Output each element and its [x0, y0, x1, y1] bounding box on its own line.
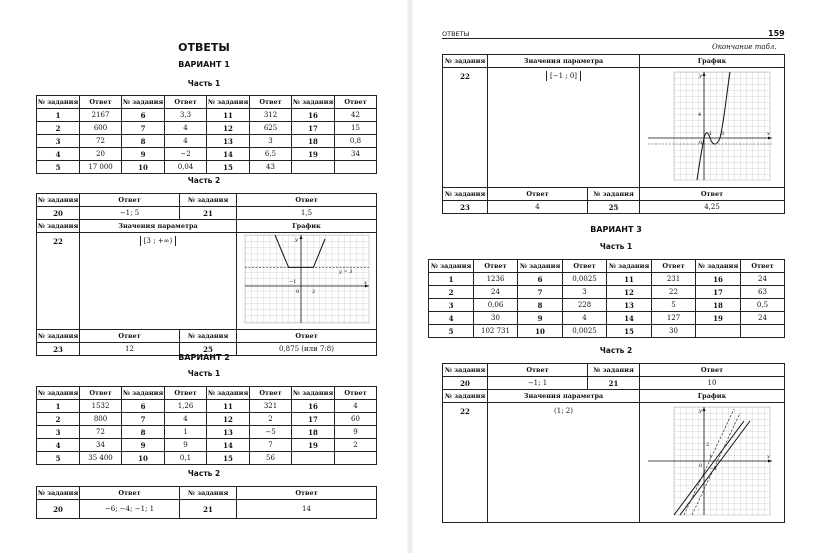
table-cell: 127 [652, 312, 696, 325]
table-cell: 3,3 [165, 109, 207, 122]
table-cell: 15 [335, 122, 377, 135]
table-row [429, 299, 785, 312]
origin-label: 0 [296, 289, 300, 295]
table-cell: 12 [207, 413, 250, 426]
table-cell: 0,5 [741, 299, 785, 312]
table-cell: № задания [607, 260, 652, 273]
table-cell: 22 [443, 68, 488, 188]
table-header-row [37, 194, 377, 207]
table-cell: 14 [237, 500, 377, 519]
v1-part2-table [36, 193, 377, 356]
table-cell: 17 [292, 413, 335, 426]
table-row [37, 400, 377, 413]
table-row [37, 500, 377, 519]
table-cell: 9 [165, 439, 207, 452]
table-cell: 4,25 [640, 201, 785, 214]
table-cell: 19 [292, 148, 335, 161]
table-cell: 17 [292, 122, 335, 135]
table-row [443, 68, 785, 188]
table-cell: −5 [250, 426, 292, 439]
table-cell [640, 403, 785, 523]
table-cell: 21 [180, 500, 237, 519]
tick-label: −1 [289, 279, 297, 285]
table-cell: 0,875 (или 7:8) [237, 343, 377, 356]
table-row [37, 109, 377, 122]
x-axis-label: x [767, 454, 770, 460]
table-cell: 1 [429, 273, 474, 286]
table-cell: Ответ [80, 387, 122, 400]
table-cell: 20 [37, 207, 80, 220]
table-row [429, 325, 785, 338]
v3-part2-table [442, 363, 785, 523]
table-cell: 11 [207, 400, 250, 413]
table-cell: 15 [207, 452, 250, 465]
table-cell: Ответ [237, 194, 377, 207]
table-continuation-note: Окончание табл. [712, 43, 777, 51]
table-cell: Ответ [563, 260, 607, 273]
param-answer: [3 ; +∞) [140, 236, 176, 246]
table-cell: Значения параметра [488, 55, 640, 68]
table-cell: 16 [696, 273, 741, 286]
table-cell: 34 [335, 148, 377, 161]
table-cell: 3 [563, 286, 607, 299]
right-page [412, 0, 820, 553]
table-cell: 16 [292, 109, 335, 122]
table-cell: № задания [696, 260, 741, 273]
table-cell: 4 [563, 312, 607, 325]
y-axis-label: y [699, 408, 702, 414]
table-cell: Ответ [237, 330, 377, 343]
y-axis-label: y [699, 73, 702, 79]
table-cell: 5 [37, 161, 80, 174]
table-cell: № задания [207, 96, 250, 109]
table-cell: 0,1 [165, 452, 207, 465]
table-cell: 56 [250, 452, 292, 465]
table-cell: № задания [180, 330, 237, 343]
table-row [443, 377, 785, 390]
tick-label: 1 [709, 131, 713, 137]
table-header-row [37, 220, 377, 233]
table-cell: 23 [37, 343, 80, 356]
table-cell: 2 [335, 439, 377, 452]
table-cell: 6,5 [250, 148, 292, 161]
table-cell: 42 [335, 109, 377, 122]
table-cell: 18 [292, 135, 335, 148]
tick-label: 3 [721, 131, 725, 137]
table-cell: −1; 1 [488, 377, 588, 390]
table-cell: № задания [37, 194, 80, 207]
table-cell: 8 [122, 135, 165, 148]
table-cell: 1532 [80, 400, 122, 413]
table-cell: 4 [335, 400, 377, 413]
table-cell: 30 [474, 312, 518, 325]
running-head: ОТВЕТЫ [442, 30, 470, 38]
table-row [37, 122, 377, 135]
table-cell [292, 161, 335, 174]
table-cell: Ответ [640, 364, 785, 377]
table-cell: −6; −4; −1; 1 [80, 500, 180, 519]
table-row [37, 413, 377, 426]
table-cell: 9 [122, 148, 165, 161]
graph-v3-22 [640, 403, 785, 519]
table-cell: 60 [335, 413, 377, 426]
table-cell: № задания [37, 487, 80, 500]
table-cell: 20 [37, 500, 80, 519]
table-cell [335, 452, 377, 465]
graph-v1-22 [237, 233, 377, 326]
table-cell [335, 161, 377, 174]
table-cell: Ответ [335, 96, 377, 109]
graph-v2-22 [640, 68, 785, 184]
table-cell: Ответ [474, 260, 518, 273]
table-cell: 321 [250, 400, 292, 413]
table-cell: 2 [37, 413, 80, 426]
table-cell: № задания [37, 96, 80, 109]
table-cell: 21 [180, 207, 237, 220]
tick-label: 2 [706, 442, 710, 448]
table-cell: 24 [741, 312, 785, 325]
table-row [443, 201, 785, 214]
table-cell: 9 [518, 312, 563, 325]
table-row [429, 286, 785, 299]
v3-part2-title: Часть 2 [599, 346, 633, 355]
table-cell: 625 [250, 122, 292, 135]
table-cell: 6 [122, 400, 165, 413]
table-cell: 19 [696, 312, 741, 325]
v2-part2-table [36, 486, 377, 519]
table-cell: № задания [122, 387, 165, 400]
table-cell: Значения параметра [488, 390, 640, 403]
v1-part1-table [36, 95, 377, 174]
v1-part2-title: Часть 2 [187, 176, 221, 185]
variant-1-title: ВАРИАНТ 1 [178, 60, 230, 69]
table-cell: 9 [122, 439, 165, 452]
table-header-row [37, 387, 377, 400]
param-answer: [−1 ; 0] [546, 71, 581, 81]
table-cell: 22 [37, 233, 80, 330]
table-cell: № задания [443, 364, 488, 377]
table-cell: Ответ [237, 487, 377, 500]
table-cell: 21 [588, 377, 640, 390]
table-cell: Ответ [165, 96, 207, 109]
table-cell: Ответ [80, 194, 180, 207]
table-cell: № задания [180, 194, 237, 207]
table-cell: 22 [443, 403, 488, 523]
v3-part1-title: Часть 1 [599, 242, 633, 251]
table-cell: 20 [80, 148, 122, 161]
table-cell: 72 [80, 135, 122, 148]
table-cell: 3 [250, 135, 292, 148]
table-cell: 14 [207, 439, 250, 452]
table-cell: Ответ [250, 96, 292, 109]
table-cell: 4 [37, 148, 80, 161]
page-number: 159 [768, 29, 785, 38]
table-cell: № задания [37, 330, 80, 343]
table-cell: 18 [292, 426, 335, 439]
v2-part1-title: Часть 1 [187, 369, 221, 378]
table-cell: 5 [37, 452, 80, 465]
table-cell: 10 [518, 325, 563, 338]
tick-label: 1 [709, 454, 713, 460]
table-cell: № задания [429, 260, 474, 273]
table-header-row [443, 188, 785, 201]
table-header-row [37, 96, 377, 109]
table-cell: Ответ [335, 387, 377, 400]
table-header-row [443, 364, 785, 377]
table-cell: № задания [588, 364, 640, 377]
table-header-row [443, 55, 785, 68]
table-cell: 7 [122, 122, 165, 135]
table-cell: 72 [80, 426, 122, 439]
tick-label: 4 [698, 112, 702, 118]
origin-label: 0 [699, 463, 703, 469]
table-cell [488, 403, 640, 523]
table-cell: График [237, 220, 377, 233]
table-cell: 6 [122, 109, 165, 122]
table-cell: 10 [122, 161, 165, 174]
table-cell: № задания [443, 390, 488, 403]
table-row [429, 312, 785, 325]
table-cell: 18 [696, 299, 741, 312]
tick-label: 2 [312, 289, 316, 295]
table-cell [640, 68, 785, 188]
page-heading: ОТВЕТЫ [178, 41, 230, 54]
table-cell [741, 325, 785, 338]
table-cell: 2 [250, 413, 292, 426]
table-cell [80, 233, 237, 330]
table-cell: 1,5 [237, 207, 377, 220]
table-cell: 35 400 [80, 452, 122, 465]
table-cell: 5 [429, 325, 474, 338]
table-cell: № задания [207, 387, 250, 400]
left-page [0, 0, 408, 553]
table-cell: 11 [607, 273, 652, 286]
table-cell: № задания [292, 96, 335, 109]
table-cell: Ответ [488, 364, 588, 377]
table-cell: 63 [741, 286, 785, 299]
table-cell: 6 [518, 273, 563, 286]
table-cell: 12 [207, 122, 250, 135]
x-axis-label: x [364, 280, 367, 286]
v3-part1-table [428, 259, 785, 338]
table-row [37, 148, 377, 161]
table-cell [696, 325, 741, 338]
table-cell: 13 [207, 135, 250, 148]
table-cell: Ответ [165, 387, 207, 400]
table-cell: Ответ [80, 330, 180, 343]
v2-part2-continued-table [442, 54, 785, 214]
table-cell: № задания [443, 188, 488, 201]
table-cell: 3 [37, 426, 80, 439]
table-cell: 1 [165, 426, 207, 439]
table-cell: 10 [122, 452, 165, 465]
v1-part1-title: Часть 1 [187, 79, 221, 88]
table-cell [488, 68, 640, 188]
table-cell: 11 [207, 109, 250, 122]
variant-3-title: ВАРИАНТ 3 [590, 225, 642, 234]
table-cell: 0,8 [335, 135, 377, 148]
table-header-row [37, 487, 377, 500]
table-cell: 0,0025 [563, 325, 607, 338]
table-cell: 22 [652, 286, 696, 299]
table-cell: 7 [250, 439, 292, 452]
table-cell: 17 [696, 286, 741, 299]
table-cell: 0,06 [474, 299, 518, 312]
table-cell: 19 [292, 439, 335, 452]
table-cell: 14 [607, 312, 652, 325]
table-cell: График [640, 390, 785, 403]
table-cell: 312 [250, 109, 292, 122]
param-answer: (1; 2) [554, 407, 573, 415]
table-cell: № задания [37, 387, 80, 400]
table-cell: № задания [180, 487, 237, 500]
table-cell: 24 [741, 273, 785, 286]
table-cell: 0,04 [165, 161, 207, 174]
table-cell: № задания [518, 260, 563, 273]
x-axis-label: x [767, 131, 770, 137]
table-cell: Ответ [80, 96, 122, 109]
table-cell: 600 [80, 122, 122, 135]
table-cell: № задания [37, 220, 80, 233]
table-row [37, 439, 377, 452]
table-cell: № задания [122, 96, 165, 109]
table-cell: 7 [518, 286, 563, 299]
table-cell: 9 [335, 426, 377, 439]
table-cell: № задания [292, 387, 335, 400]
table-cell: Ответ [80, 487, 180, 500]
table-cell: 4 [165, 135, 207, 148]
table-cell: 228 [563, 299, 607, 312]
table-cell: 2167 [80, 109, 122, 122]
table-cell: 23 [443, 201, 488, 214]
table-cell: 4 [37, 439, 80, 452]
table-cell: 1 [37, 400, 80, 413]
table-cell: 15 [607, 325, 652, 338]
table-cell: 3 [429, 299, 474, 312]
table-header-row [443, 390, 785, 403]
table-cell: Ответ [652, 260, 696, 273]
table-cell: 17 000 [80, 161, 122, 174]
table-cell: 12 [80, 343, 180, 356]
table-row [37, 233, 377, 330]
table-cell: 4 [165, 122, 207, 135]
table-cell: 1236 [474, 273, 518, 286]
table-cell: 12 [607, 286, 652, 299]
table-cell: № задания [588, 188, 640, 201]
table-cell: 5 [652, 299, 696, 312]
table-row [443, 403, 785, 523]
table-cell: 25 [180, 343, 237, 356]
table-cell: № задания [443, 55, 488, 68]
table-cell: Ответ [488, 188, 588, 201]
table-cell: Ответ [250, 387, 292, 400]
table-cell: 231 [652, 273, 696, 286]
line-label: y = 3 [339, 269, 353, 275]
table-cell: Ответ [741, 260, 785, 273]
table-cell: 1,26 [165, 400, 207, 413]
table-cell: 43 [250, 161, 292, 174]
table-cell: 14 [207, 148, 250, 161]
table-cell: 1 [37, 109, 80, 122]
table-cell: 8 [122, 426, 165, 439]
table-cell: −2 [165, 148, 207, 161]
table-cell: 2 [429, 286, 474, 299]
table-row [37, 135, 377, 148]
table-cell: 3 [37, 135, 80, 148]
table-cell: 8 [518, 299, 563, 312]
table-header-row [429, 260, 785, 273]
table-cell: −1; 5 [80, 207, 180, 220]
table-cell: Значения параметра [80, 220, 237, 233]
table-cell: 7 [122, 413, 165, 426]
table-cell: 102 731 [474, 325, 518, 338]
table-cell: 4 [165, 413, 207, 426]
table-cell: 0,0025 [563, 273, 607, 286]
origin-label: 0 [699, 140, 703, 146]
tick-label: −1 [710, 466, 718, 472]
table-cell: 16 [292, 400, 335, 413]
table-cell: 10 [640, 377, 785, 390]
table-row [37, 452, 377, 465]
table-cell: 24 [474, 286, 518, 299]
table-cell: 4 [429, 312, 474, 325]
v2-part2-title: Часть 2 [187, 469, 221, 478]
table-header-row [37, 330, 377, 343]
table-cell: 34 [80, 439, 122, 452]
table-row [37, 161, 377, 174]
table-row [429, 273, 785, 286]
table-cell: 25 [588, 201, 640, 214]
table-cell: 13 [607, 299, 652, 312]
y-axis-label: y [295, 237, 298, 243]
table-row [37, 207, 377, 220]
table-cell: 2 [37, 122, 80, 135]
table-cell: 800 [80, 413, 122, 426]
table-cell [292, 452, 335, 465]
table-cell: 20 [443, 377, 488, 390]
table-cell: 30 [652, 325, 696, 338]
table-cell: График [640, 55, 785, 68]
table-cell: 13 [207, 426, 250, 439]
table-cell [237, 233, 377, 330]
variant-2-title: ВАРИАНТ 2 [178, 353, 230, 362]
table-cell: 15 [207, 161, 250, 174]
table-cell: Ответ [640, 188, 785, 201]
header-rule [442, 38, 784, 39]
table-row [37, 426, 377, 439]
v2-part1-table [36, 386, 377, 465]
table-cell: 4 [488, 201, 588, 214]
